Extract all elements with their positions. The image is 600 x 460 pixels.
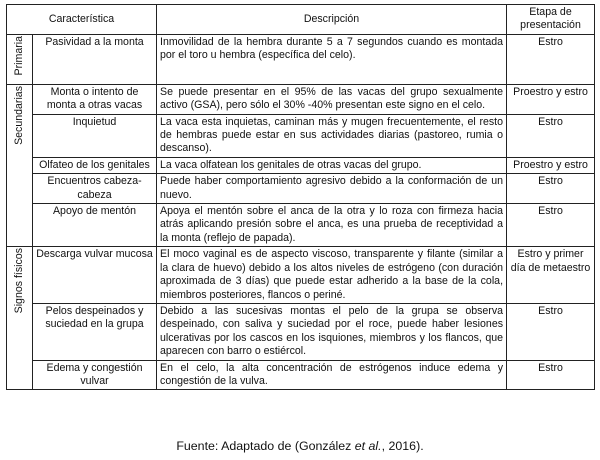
table-row: [7, 247, 595, 304]
cell-etapa: Estro: [507, 114, 595, 157]
cell-caracteristica: Descarga vulvar mucosa: [33, 247, 157, 304]
table-row: [7, 34, 595, 84]
cell-caracteristica: Apoyo de mentón: [33, 204, 157, 247]
table-row: [7, 84, 595, 114]
caption-suffix: , 2016).: [381, 439, 424, 453]
group-label-primaria: Primaria: [7, 34, 33, 84]
cell-caracteristica: Inquietud: [33, 114, 157, 157]
cell-descripcion: Debido a las sucesivas montas el pelo de la grupa se observa despeinado, con saliva y suciedad por el roce, puede haber lesiones ulcerativas por los cascos en los isquiones, miembros y los flancos, que aparecen con barro o estiércol.: [157, 303, 507, 360]
group-label-secundarias: Secundarias: [7, 84, 33, 246]
cell-etapa: Proestro y estro: [507, 84, 595, 114]
table-row: [7, 360, 595, 390]
cell-etapa: Proestro y estro: [507, 157, 595, 173]
header-descripcion: Descripción: [157, 5, 507, 35]
cell-caracteristica: Olfateo de los genitales: [33, 157, 157, 173]
cell-caracteristica: Pelos despeinados y suciedad en la grupa: [33, 303, 157, 360]
table-row: [7, 157, 595, 173]
cell-etapa: Estro: [507, 204, 595, 247]
cell-caracteristica: Monta o intento de monta a otras vacas: [33, 84, 157, 114]
cell-caracteristica: Edema y congestión vulvar: [33, 360, 157, 390]
cell-descripcion: El moco vaginal es de aspecto viscoso, transparente y filante (similar a la clara de huevo) debido a los altos niveles de estrógeno (con duración aproximada de 3 días) que puede estar adherido a la base de la cola, miembros posteriores, flancos o periné.: [157, 247, 507, 304]
table-row: [7, 204, 595, 247]
caption-italic: et al.: [354, 439, 382, 453]
table-row: [7, 114, 595, 157]
cell-etapa: Estro: [507, 303, 595, 360]
cell-etapa: Estro y primer día de metaestro: [507, 247, 595, 304]
cell-descripcion: Apoya el mentón sobre el anca de la otra y lo roza con firmeza hacia atrás aplicando presión sobre el anca, es una prueba de receptividad a la monta (reflejo de papada).: [157, 204, 507, 247]
group-label-signos-fisicos: Signos físicos: [7, 247, 33, 390]
table-row: [7, 303, 595, 360]
table-row: [7, 174, 595, 204]
cell-descripcion: La vaca olfatean los genitales de otras vacas del grupo.: [157, 157, 507, 173]
signs-table: [6, 4, 595, 390]
cell-descripcion: Inmovilidad de la hembra durante 5 a 7 segundos cuando es montada por el toro u hembra (específica del celo).: [157, 34, 507, 84]
header-etapa: Etapa de presentación: [507, 5, 595, 35]
cell-caracteristica: Pasividad a la monta: [33, 34, 157, 84]
cell-descripcion: Se puede presentar en el 95% de las vacas del grupo sexualmente activo (GSA), pero sólo el 30% -40% presentan este signo en el celo.: [157, 84, 507, 114]
cell-descripcion: Puede haber comportamiento agresivo debido a la conformación de un nuevo.: [157, 174, 507, 204]
cell-descripcion: En el celo, la alta concentración de estrógenos induce edema y congestión de la vulva.: [157, 360, 507, 390]
cell-etapa: Estro: [507, 360, 595, 390]
cell-descripcion: La vaca esta inquietas, caminan más y mugen frecuentemente, el resto de hembras puede estar en sus actividades diarias (pastoreo, rumia o descanso).: [157, 114, 507, 157]
header-caracteristica: Característica: [7, 5, 157, 35]
cell-caracteristica: Encuentros cabeza-cabeza: [33, 174, 157, 204]
caption-prefix: Fuente: Adaptado de (González: [176, 439, 355, 453]
table-caption: [0, 439, 600, 453]
cell-etapa: Estro: [507, 174, 595, 204]
cell-etapa: Estro: [507, 34, 595, 84]
header-row: [7, 5, 595, 35]
